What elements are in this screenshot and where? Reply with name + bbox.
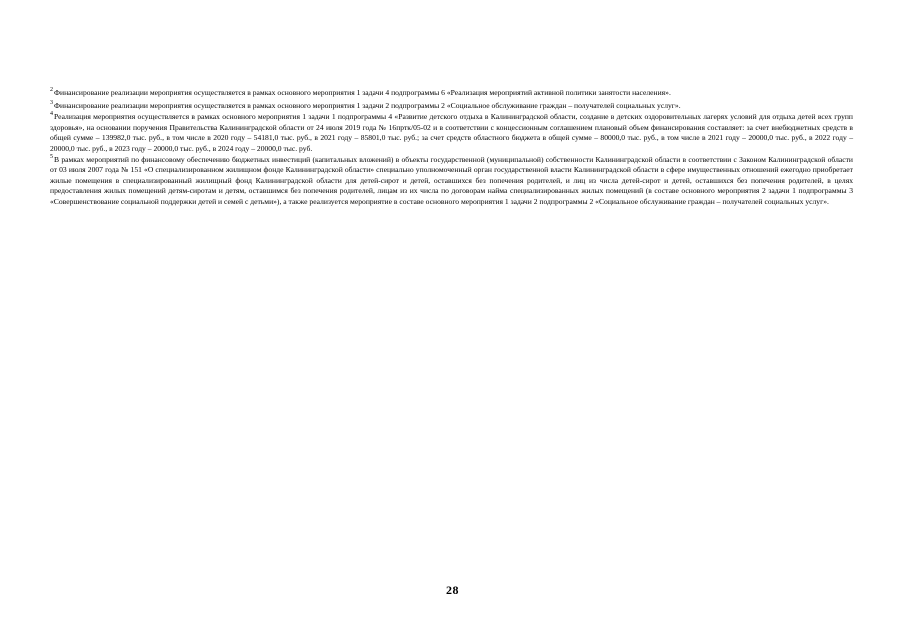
footnote-5: [50, 155, 853, 208]
footnote-marker: 4: [50, 111, 53, 118]
footnote-marker: 2: [50, 87, 53, 93]
footnote-marker: 5: [50, 153, 53, 160]
footnote-text: Финансирование реализации мероприятия осуществляется в рамках основного мероприятия 1 задачи 2 подпрограммы 2 «Социальное обслуживание граждан – получателей социальных услуг».: [54, 100, 681, 110]
footnote-text: Реализация мероприятия осуществляется в рамках основного мероприятия 1 задачи 1 подпрограммы 4 «Развитие детского отдыха в Калининградской области, создание в детских оздоровительных лагерях условий для отдыха детей всех групп здоровья», на основании поручения Правительства Калининградской области от 24 июля 2019 года № 16пртк/05-02 и в соответствии с концессионным соглашением плановый объем финансирования составляет: за счет внебюджетных средств в общей сумме – 139982,0 тыс. руб., в том числе в 2020 году – 54181,0 тыс. руб., в 2021 году – 85801,0 тыс. руб.; за счет средств областного бюджета в общей сумме – 80000,0 тыс. руб., в том числе в 2021 году – 20000,0 тыс. руб., в 2022 году – 20000,0 тыс. руб., в 2023 году – 20000,0 тыс. руб., в 2024 году – 20000,0 тыс. руб.: [50, 112, 853, 153]
footnote-2: [50, 88, 853, 99]
footnote-4: [50, 112, 853, 154]
footnote-text: В рамках мероприятий по финансовому обеспечению бюджетных инвестиций (капитальных вложений) в объекты государственной (муниципальной) собственности Калининградской области в соответствии с Законом Калининградской области от 03 июля 2007 года № 151 «О специализированном жилищном фонде Калининградской области» специально уполномоченный орган государственной власти Калининградской области в сфере имущественных отношений ежегодно приобретает жилые помещения в специализированный жилищный фонд Калининградской области для детей-сирот и детей, оставшихся без попечения родителей, и лиц из числа детей-сирот и детей, оставшихся без попечения родителей, в целях предоставления жилых помещений детям-сиротам и детям, оставшимся без попечения родителей, лицам из их числа по договорам найма специализированных жилых помещений (в составе основного мероприятия 2 задачи 1 подпрограммы 3 «Совершенствование социальной поддержки детей и семей с детьми»), а также реализуется мероприятие в составе основного мероприятия 1 задачи 2 подпрограммы 2 «Социальное обслуживание граждан – получателей социальных услуг».: [50, 154, 853, 206]
footnotes-section: [50, 88, 853, 208]
footnote-marker: 3: [50, 99, 53, 106]
footnote-3: [50, 101, 853, 112]
page-number: 28: [446, 583, 459, 597]
footnote-text: Финансирование реализации мероприятия осуществляется в рамках основного мероприятия 1 задачи 4 подпрограммы 6 «Реализация мероприятий активной политики занятости населения».: [54, 88, 671, 97]
